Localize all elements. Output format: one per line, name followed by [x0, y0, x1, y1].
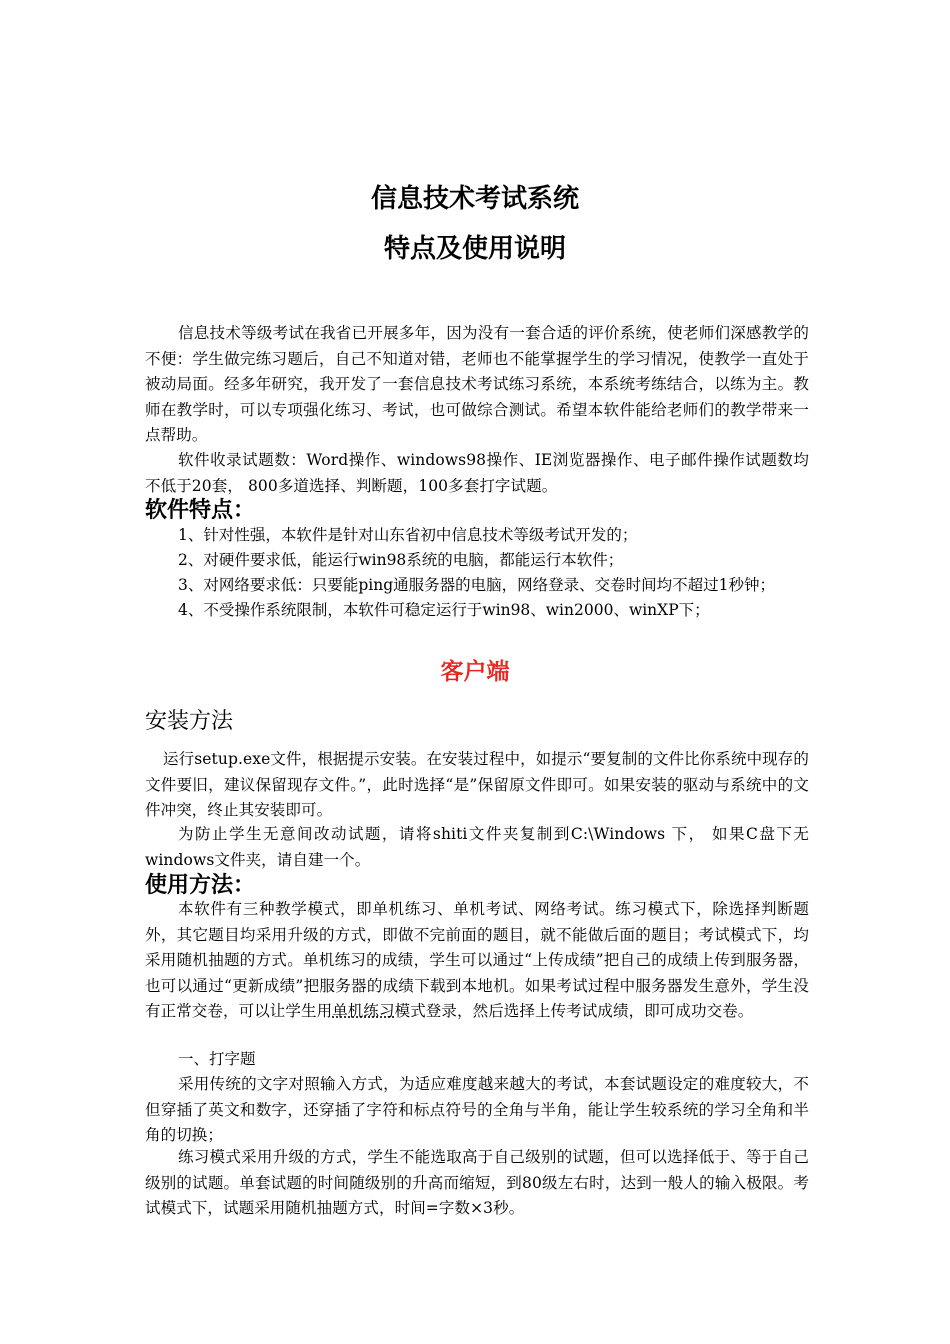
usage-text-part-2: 模式登录，然后选择上传考试成绩，即可成功交卷。 — [394, 1002, 754, 1020]
client-heading: 客户端 — [440, 659, 510, 685]
usage-text-part-1: 本软件有三种教学模式，即单机练习、单机考试、网络考试。练习模式下，除选择判断题外，其它题目均采用升级的方式，即做不完前面的题目，就不能做后面的题目；考试模式下，均采用随机抽题的方式。单机练习的成绩，学生可以通过“上传成绩”把自己的成绩上传到服务器，也可以通过“更新成绩”把服务器的成绩下载到本地机。如果考试过程中服务器发生意外，学生没有正常交卷，可以让学生用 — [145, 900, 809, 1020]
features-heading: 软件特点： — [145, 498, 256, 523]
install-paragraph-1: 运行setup.exe文件，根据提示安装。在安装过程中，如提示“要复制的文件比你系统中现存的文件要旧，建议保留现存文件。”，此时选择“是”保留原文件即可。如果安装的驱动与系统中的文件冲突，终止其安装即可。 — [145, 750, 809, 819]
install-paragraph-2: 为防止学生无意间改动试题，请将shiti文件夹复制到C:\Windows 下， 如果C盘下无windows文件夹，请自建一个。 — [145, 825, 809, 869]
install-heading: 安装方法 — [145, 709, 234, 734]
document-title: 信息技术考试系统 — [370, 184, 579, 214]
document-subtitle: 特点及使用说明 — [383, 234, 566, 264]
typing-paragraph-2: 练习模式采用升级的方式，学生不能选取高于自己级别的试题，但可以选择低于、等于自己级别的试题。单套试题的时间随级别的升高而缩短，到80级左右时，达到一般人的输入极限。考试模式下，试题采用随机抽题方式，时间=字数×3秒。 — [145, 1148, 809, 1217]
usage-paragraph-1 — [145, 897, 809, 1025]
intro-paragraph-1: 信息技术等级考试在我省已开展多年，因为没有一套合适的评价系统，使老师们深感教学的不便：学生做完练习题后，自己不知道对错，老师也不能掌握学生的学习情况，使教学一直处于被动局面。经多年研究，我开发了一套信息技术考试练习系统，本系统考练结合，以练为主。教师在教学时，可以专项强化练习、考试，也可做综合测试。希望本软件能给老师们的教学带来一点帮助。 — [145, 324, 809, 444]
typing-heading: 一、打字题 — [178, 1050, 256, 1068]
feature-item-2: 2、对硬件要求低，能运行win98系统的电脑，都能运行本软件； — [178, 551, 624, 569]
standalone-practice-link: 单机练习 — [332, 1002, 395, 1020]
usage-heading: 使用方法： — [145, 873, 256, 898]
feature-item-4: 4、不受操作系统限制，本软件可稳定运行于win98、win2000、winXP下； — [178, 601, 710, 619]
intro-paragraph-2: 软件收录试题数：Word操作、windows98操作、IE浏览器操作、电子邮件操作试题数均不低于20套， 800多道选择、判断题，100多套打字试题。 — [145, 451, 809, 495]
feature-item-3: 3、对网络要求低：只要能ping通服务器的电脑，网络登录、交卷时间均不超过1秒钟； — [178, 576, 776, 594]
feature-item-1: 1、针对性强，本软件是针对山东省初中信息技术等级考试开发的； — [178, 526, 638, 544]
typing-paragraph-1: 采用传统的文字对照输入方式，为适应难度越来越大的考试，本套试题设定的难度较大，不但穿插了英文和数字，还穿插了字符和标点符号的全角与半角，能让学生较系统的学习全角和半角的切换； — [145, 1075, 809, 1144]
